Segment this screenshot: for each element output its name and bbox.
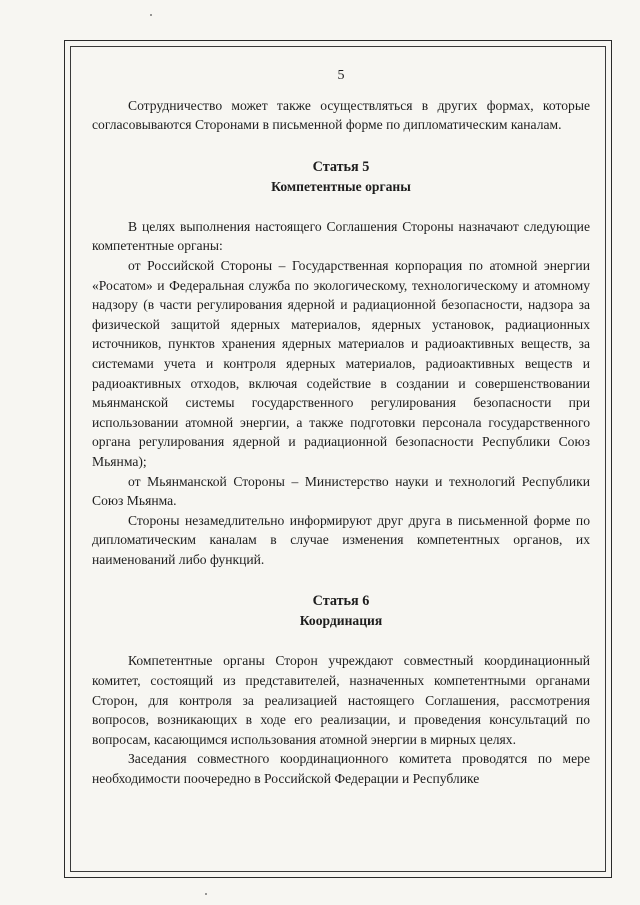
page-number: 5 [337, 68, 345, 83]
article-5-paragraph: Стороны незамедлительно информируют друг друга в письменной форме по дипломатическим каналам в случае изменения компетентных органов, их наименований либо функций. [92, 512, 590, 567]
scan-speck [150, 14, 152, 16]
article-6-subtitle: Координация [299, 613, 383, 629]
article-5-title: Статья 5 [312, 158, 370, 175]
document-body [92, 66, 590, 789]
article-5-paragraph: от Мьянманской Стороны – Министерство науки и технологий Республики Союз Мьянма. [92, 473, 590, 509]
article-6-title: Статья 6 [312, 593, 370, 610]
article-5-subtitle: Компетентные органы [271, 178, 411, 194]
article-5-paragraph: от Российской Стороны – Государственная корпорация по атомной энергии «Росатом» и Федеральная служба по экологическому, технологическому и атомному надзору (в части регулирования ядерной и радиационной безопасности, надзора за физической защитой ядерных материалов, ядерных установок, радиационных источников, пунктов хранения ядерных материалов и радиоактивных веществ, за системами учета и контроля ядерных материалов, радиоактивных веществ и радиоактивных отходов, включая содействие в создании и совершенствовании мьянманской системы государственного регулирования безопасности при использовании атомной энергии, а также подготовки персонала государственного органа регулирования ядерной и радиационной безопасности Республики Союз Мьянма); [92, 257, 590, 469]
article-5-paragraph: В целях выполнения настоящего Соглашения Стороны назначают следующие компетентные органы: [92, 218, 590, 254]
intro-paragraph: Сотрудничество может также осуществляться в других формах, которые согласовываются Сторонами в письменной форме по дипломатическим каналам. [92, 97, 590, 133]
article-6-paragraph: Заседания совместного координационного комитета проводятся по мере необходимости поочередно в Российской Федерации и Республике [92, 751, 590, 787]
scan-speck [205, 893, 207, 895]
article-6-paragraph: Компетентные органы Сторон учреждают совместный координационный комитет, состоящий из представителей, назначенных компетентными органами Сторон, для контроля за реализацией настоящего Соглашения, рассмотрения вопросов, возникающих в ходе его реализации, и проведения консультаций по вопросам, касающимся использования атомной энергии в мирных целях. [92, 653, 590, 747]
